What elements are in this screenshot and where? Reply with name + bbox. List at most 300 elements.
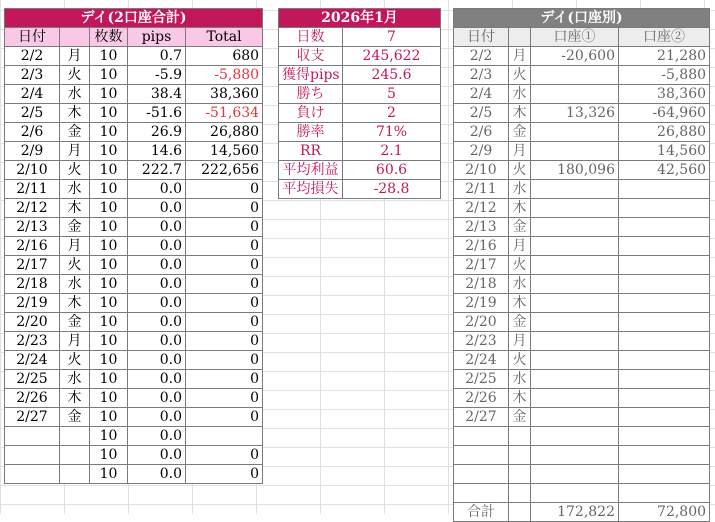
account-2-cell[interactable]	[619, 199, 710, 218]
date-cell[interactable]: 2/5	[454, 104, 509, 123]
dow-cell[interactable]: 火	[60, 351, 90, 370]
pips-cell[interactable]: 0.0	[128, 313, 186, 332]
date-cell[interactable]: 2/23	[5, 332, 60, 351]
account-2-cell[interactable]	[619, 446, 710, 465]
total-cell[interactable]: 0	[186, 256, 263, 275]
total-empty-cell[interactable]	[509, 503, 531, 522]
stat-value[interactable]: 60.6	[343, 161, 441, 180]
date-cell[interactable]: 2/19	[5, 294, 60, 313]
dow-cell[interactable]	[60, 446, 90, 465]
account-1-cell[interactable]	[531, 332, 619, 351]
date-cell[interactable]: 2/24	[5, 351, 60, 370]
account-1-cell[interactable]	[531, 218, 619, 237]
date-cell[interactable]: 2/6	[454, 123, 509, 142]
dow-cell[interactable]: 水	[60, 180, 90, 199]
account-2-cell[interactable]	[619, 351, 710, 370]
account-1-cell[interactable]	[531, 237, 619, 256]
stat-value[interactable]: 245,622	[343, 47, 441, 66]
account-2-cell[interactable]	[619, 275, 710, 294]
pips-cell[interactable]: -51.6	[128, 104, 186, 123]
account-table-title[interactable]: デイ(口座別)	[454, 9, 710, 28]
stat-value[interactable]: 2	[343, 104, 441, 123]
pips-cell[interactable]: 0.0	[128, 199, 186, 218]
date-cell[interactable]	[454, 427, 509, 446]
account-row	[454, 47, 710, 66]
lots-cell[interactable]: 10	[90, 275, 128, 294]
account-1-cell[interactable]	[531, 123, 619, 142]
account-row	[454, 85, 710, 104]
lots-cell[interactable]: 10	[90, 332, 128, 351]
account-1-cell[interactable]	[531, 294, 619, 313]
pips-cell[interactable]: 0.0	[128, 351, 186, 370]
stat-value[interactable]: 5	[343, 85, 441, 104]
dow-cell[interactable]	[509, 446, 531, 465]
date-cell[interactable]: 2/18	[5, 275, 60, 294]
stat-value[interactable]: 7	[343, 28, 441, 47]
dow-cell[interactable]	[509, 484, 531, 503]
dow-cell[interactable]: 木	[60, 199, 90, 218]
account-row	[454, 123, 710, 142]
account-2-cell[interactable]: 42,560	[619, 161, 710, 180]
pips-cell[interactable]: 0.0	[128, 180, 186, 199]
account-1-cell[interactable]: -20,600	[531, 47, 619, 66]
header-account-2[interactable]: 口座②	[619, 28, 710, 47]
date-cell[interactable]	[454, 465, 509, 484]
lots-cell[interactable]: 10	[90, 161, 128, 180]
account-row	[454, 218, 710, 237]
date-cell[interactable]: 2/17	[5, 256, 60, 275]
pips-cell[interactable]: 0.0	[128, 427, 186, 446]
dow-cell[interactable]: 金	[60, 218, 90, 237]
date-cell[interactable]: 2/17	[454, 256, 509, 275]
account-row	[454, 408, 710, 427]
daily-total-header-row	[5, 28, 263, 47]
account-1-cell[interactable]	[531, 313, 619, 332]
lots-cell[interactable]: 10	[90, 85, 128, 104]
dow-cell[interactable]: 月	[60, 47, 90, 66]
daily-row	[5, 199, 263, 218]
stat-row	[279, 142, 441, 161]
date-cell[interactable]: 2/27	[5, 408, 60, 427]
pips-cell[interactable]: 0.0	[128, 275, 186, 294]
lots-cell[interactable]: 10	[90, 47, 128, 66]
account-1-cell[interactable]	[531, 275, 619, 294]
total-cell[interactable]: 0	[186, 218, 263, 237]
dow-cell[interactable]: 金	[509, 218, 531, 237]
lots-cell[interactable]: 10	[90, 465, 128, 484]
lots-cell[interactable]: 10	[90, 180, 128, 199]
daily-total-table	[4, 8, 263, 484]
daily-row	[5, 446, 263, 465]
account-1-cell[interactable]: 180,096	[531, 161, 619, 180]
account-2-cell[interactable]: 26,880	[619, 123, 710, 142]
daily-row	[5, 47, 263, 66]
lots-cell[interactable]: 10	[90, 123, 128, 142]
total-cell[interactable]: 0	[186, 313, 263, 332]
dow-cell[interactable]: 金	[60, 408, 90, 427]
date-cell[interactable]: 2/26	[454, 389, 509, 408]
dow-cell[interactable]: 火	[60, 161, 90, 180]
dow-cell[interactable]	[60, 465, 90, 484]
stat-label[interactable]: 勝ち	[279, 85, 343, 104]
date-cell[interactable]: 2/3	[454, 66, 509, 85]
pips-cell[interactable]: -5.9	[128, 66, 186, 85]
header-lots[interactable]: 枚数	[90, 28, 128, 47]
account-1-cell[interactable]	[531, 199, 619, 218]
dow-cell[interactable]: 木	[60, 389, 90, 408]
date-cell[interactable]: 2/24	[454, 351, 509, 370]
daily-row	[5, 66, 263, 85]
daily-row	[5, 408, 263, 427]
date-cell[interactable]	[5, 465, 60, 484]
date-cell[interactable]: 2/2	[5, 47, 60, 66]
dow-cell[interactable]: 木	[60, 104, 90, 123]
date-cell[interactable]: 2/16	[454, 237, 509, 256]
account-1-cell[interactable]	[531, 389, 619, 408]
dow-cell[interactable]	[60, 427, 90, 446]
dow-cell[interactable]: 水	[509, 275, 531, 294]
pips-cell[interactable]: 222.7	[128, 161, 186, 180]
account-row	[454, 465, 710, 484]
dow-cell[interactable]: 月	[509, 47, 531, 66]
stat-label[interactable]: 獲得pips	[279, 66, 343, 85]
account-2-cell[interactable]	[619, 294, 710, 313]
total-cell[interactable]: 0	[186, 180, 263, 199]
date-cell[interactable]	[5, 446, 60, 465]
date-cell[interactable]: 2/12	[5, 199, 60, 218]
date-cell[interactable]: 2/27	[454, 408, 509, 427]
pips-cell[interactable]: 0.7	[128, 47, 186, 66]
dow-cell[interactable]: 木	[509, 199, 531, 218]
stat-label[interactable]: 平均利益	[279, 161, 343, 180]
dow-cell[interactable]	[509, 427, 531, 446]
pips-cell[interactable]: 0.0	[128, 332, 186, 351]
lots-cell[interactable]: 10	[90, 313, 128, 332]
account-2-cell[interactable]: 21,280	[619, 47, 710, 66]
dow-cell[interactable]: 水	[509, 370, 531, 389]
monthly-stats-title[interactable]: 2026年1月	[279, 9, 441, 28]
pips-cell[interactable]: 0.0	[128, 389, 186, 408]
account-row	[454, 427, 710, 446]
total-cell[interactable]: 0	[186, 465, 263, 484]
account-2-cell[interactable]	[619, 332, 710, 351]
date-cell[interactable]: 2/18	[454, 275, 509, 294]
total-cell[interactable]	[186, 427, 263, 446]
date-cell[interactable]: 2/16	[5, 237, 60, 256]
account-1-cell[interactable]	[531, 351, 619, 370]
stat-value[interactable]: 71%	[343, 123, 441, 142]
account-2-cell[interactable]	[619, 408, 710, 427]
total-cell[interactable]: -51,634	[186, 104, 263, 123]
date-cell[interactable]: 2/4	[454, 85, 509, 104]
account-row	[454, 332, 710, 351]
dow-cell[interactable]: 月	[509, 237, 531, 256]
date-cell[interactable]: 2/9	[454, 142, 509, 161]
dow-cell[interactable]: 金	[60, 313, 90, 332]
pips-cell[interactable]: 0.0	[128, 465, 186, 484]
date-cell[interactable]: 2/20	[454, 313, 509, 332]
lots-cell[interactable]: 10	[90, 370, 128, 389]
account-2-cell[interactable]	[619, 465, 710, 484]
account-header-row	[454, 28, 710, 47]
date-cell[interactable]: 2/10	[5, 161, 60, 180]
dow-cell[interactable]: 水	[60, 370, 90, 389]
lots-cell[interactable]: 10	[90, 389, 128, 408]
account-row	[454, 199, 710, 218]
account-2-cell[interactable]: 38,360	[619, 85, 710, 104]
account-1-cell[interactable]	[531, 427, 619, 446]
pips-cell[interactable]: 0.0	[128, 237, 186, 256]
total-cell[interactable]: 0	[186, 446, 263, 465]
lots-cell[interactable]: 10	[90, 408, 128, 427]
stat-label[interactable]: 勝率	[279, 123, 343, 142]
account-row	[454, 104, 710, 123]
stat-row	[279, 123, 441, 142]
account-2-cell[interactable]: -5,880	[619, 66, 710, 85]
pips-cell[interactable]: 38.4	[128, 85, 186, 104]
daily-row	[5, 389, 263, 408]
monthly-stats-table	[278, 8, 441, 199]
dow-cell[interactable]: 火	[509, 351, 531, 370]
lots-cell[interactable]: 10	[90, 256, 128, 275]
dow-cell[interactable]: 木	[509, 104, 531, 123]
dow-cell[interactable]: 火	[509, 161, 531, 180]
dow-cell[interactable]: 木	[509, 294, 531, 313]
date-cell[interactable]: 2/9	[5, 142, 60, 161]
total-cell[interactable]: 0	[186, 237, 263, 256]
daily-row	[5, 123, 263, 142]
lots-cell[interactable]: 10	[90, 446, 128, 465]
date-cell[interactable]: 2/25	[454, 370, 509, 389]
account-2-cell[interactable]: 14,560	[619, 142, 710, 161]
lots-cell[interactable]: 10	[90, 104, 128, 123]
total-cell[interactable]: 0	[186, 275, 263, 294]
daily-row	[5, 294, 263, 313]
dow-cell[interactable]: 木	[60, 294, 90, 313]
stat-row	[279, 104, 441, 123]
stat-row	[279, 66, 441, 85]
daily-row	[5, 370, 263, 389]
pips-cell[interactable]: 0.0	[128, 218, 186, 237]
total-cell[interactable]: 38,360	[186, 85, 263, 104]
date-cell[interactable]: 2/5	[5, 104, 60, 123]
date-cell[interactable]: 2/11	[454, 180, 509, 199]
account-2-cell[interactable]	[619, 180, 710, 199]
date-cell[interactable]: 2/20	[5, 313, 60, 332]
account-row	[454, 446, 710, 465]
date-cell[interactable]	[5, 427, 60, 446]
dow-cell[interactable]: 金	[509, 313, 531, 332]
date-cell[interactable]	[454, 446, 509, 465]
date-cell[interactable]: 2/13	[454, 218, 509, 237]
dow-cell[interactable]: 火	[509, 256, 531, 275]
account-row	[454, 66, 710, 85]
total-cell[interactable]: 0	[186, 408, 263, 427]
account-2-cell[interactable]	[619, 427, 710, 446]
total-cell[interactable]: -5,880	[186, 66, 263, 85]
lots-cell[interactable]: 10	[90, 237, 128, 256]
lots-cell[interactable]: 10	[90, 66, 128, 85]
account-2-cell[interactable]	[619, 313, 710, 332]
total-cell[interactable]: 26,880	[186, 123, 263, 142]
date-cell[interactable]: 2/10	[454, 161, 509, 180]
date-cell[interactable]	[454, 484, 509, 503]
header-total[interactable]: Total	[186, 28, 263, 47]
dow-cell[interactable]: 水	[509, 180, 531, 199]
header-account-1[interactable]: 口座①	[531, 28, 619, 47]
stat-label[interactable]: 収支	[279, 47, 343, 66]
dow-cell[interactable]: 月	[60, 332, 90, 351]
pips-cell[interactable]: 0.0	[128, 370, 186, 389]
account-1-cell[interactable]	[531, 66, 619, 85]
account-row	[454, 484, 710, 503]
account-2-cell[interactable]	[619, 484, 710, 503]
account-1-cell[interactable]	[531, 85, 619, 104]
account-row	[454, 389, 710, 408]
account-1-cell[interactable]	[531, 142, 619, 161]
account-row	[454, 294, 710, 313]
account-row	[454, 237, 710, 256]
stat-value[interactable]: -28.8	[343, 180, 441, 199]
lots-cell[interactable]: 10	[90, 142, 128, 161]
account-2-cell[interactable]	[619, 237, 710, 256]
dow-cell[interactable]: 月	[509, 332, 531, 351]
stat-row	[279, 161, 441, 180]
stat-label[interactable]: 平均損失	[279, 180, 343, 199]
total-cell[interactable]: 0	[186, 294, 263, 313]
account-1-cell[interactable]: 13,326	[531, 104, 619, 123]
total-cell[interactable]: 0	[186, 199, 263, 218]
daily-total-title[interactable]: デイ(2口座合計)	[5, 9, 263, 28]
dow-cell[interactable]: 月	[60, 142, 90, 161]
dow-cell[interactable]: 金	[509, 408, 531, 427]
lots-cell[interactable]: 10	[90, 351, 128, 370]
stat-value[interactable]: 245.6	[343, 66, 441, 85]
header-pips[interactable]: pips	[128, 28, 186, 47]
lots-cell[interactable]: 10	[90, 218, 128, 237]
total-label[interactable]: 合計	[454, 503, 509, 522]
lots-cell[interactable]: 10	[90, 294, 128, 313]
daily-row	[5, 256, 263, 275]
total-cell[interactable]: 680	[186, 47, 263, 66]
pips-cell[interactable]: 0.0	[128, 294, 186, 313]
daily-row	[5, 180, 263, 199]
account-row	[454, 142, 710, 161]
dow-cell[interactable]: 火	[60, 66, 90, 85]
account-row	[454, 180, 710, 199]
stat-row	[279, 180, 441, 199]
account-1-cell[interactable]	[531, 446, 619, 465]
account-row	[454, 256, 710, 275]
daily-row	[5, 427, 263, 446]
header-date[interactable]: 日付	[454, 28, 509, 47]
header-dow[interactable]	[509, 28, 531, 47]
account-1-cell[interactable]	[531, 370, 619, 389]
total-account-1[interactable]: 172,822	[531, 503, 619, 522]
daily-row	[5, 237, 263, 256]
pips-cell[interactable]: 0.0	[128, 446, 186, 465]
total-cell[interactable]: 222,656	[186, 161, 263, 180]
date-cell[interactable]: 2/23	[454, 332, 509, 351]
pips-cell[interactable]: 26.9	[128, 123, 186, 142]
account-row	[454, 370, 710, 389]
account-2-cell[interactable]	[619, 370, 710, 389]
date-cell[interactable]: 2/6	[5, 123, 60, 142]
stat-row	[279, 85, 441, 104]
date-cell[interactable]: 2/13	[5, 218, 60, 237]
pips-cell[interactable]: 0.0	[128, 256, 186, 275]
total-cell[interactable]: 0	[186, 332, 263, 351]
date-cell[interactable]: 2/19	[454, 294, 509, 313]
header-dow[interactable]	[60, 28, 90, 47]
account-2-cell[interactable]	[619, 218, 710, 237]
account-row	[454, 161, 710, 180]
lots-cell[interactable]: 10	[90, 427, 128, 446]
date-cell[interactable]: 2/12	[454, 199, 509, 218]
pips-cell[interactable]: 14.6	[128, 142, 186, 161]
total-cell[interactable]: 0	[186, 389, 263, 408]
dow-cell[interactable]: 月	[509, 142, 531, 161]
date-cell[interactable]: 2/25	[5, 370, 60, 389]
dow-cell[interactable]: 火	[60, 256, 90, 275]
dow-cell[interactable]	[509, 465, 531, 484]
total-account-2[interactable]: 72,800	[619, 503, 710, 522]
dow-cell[interactable]: 木	[509, 389, 531, 408]
date-cell[interactable]: 2/2	[454, 47, 509, 66]
dow-cell[interactable]: 金	[60, 123, 90, 142]
daily-row	[5, 104, 263, 123]
account-1-cell[interactable]	[531, 484, 619, 503]
header-date[interactable]: 日付	[5, 28, 60, 47]
daily-row	[5, 351, 263, 370]
account-2-cell[interactable]	[619, 389, 710, 408]
stat-row	[279, 28, 441, 47]
stat-label[interactable]: 日数	[279, 28, 343, 47]
account-1-cell[interactable]	[531, 180, 619, 199]
stat-row	[279, 47, 441, 66]
lots-cell[interactable]: 10	[90, 199, 128, 218]
total-cell[interactable]: 0	[186, 351, 263, 370]
total-cell[interactable]: 0	[186, 370, 263, 389]
stat-value[interactable]: 2.1	[343, 142, 441, 161]
account-1-cell[interactable]	[531, 465, 619, 484]
account-2-cell[interactable]	[619, 256, 710, 275]
date-cell[interactable]: 2/4	[5, 85, 60, 104]
account-row	[454, 275, 710, 294]
dow-cell[interactable]: 水	[60, 85, 90, 104]
account-2-cell[interactable]: -64,960	[619, 104, 710, 123]
dow-cell[interactable]: 水	[509, 85, 531, 104]
account-1-cell[interactable]	[531, 256, 619, 275]
total-cell[interactable]: 14,560	[186, 142, 263, 161]
daily-row	[5, 161, 263, 180]
pips-cell[interactable]: 0.0	[128, 408, 186, 427]
dow-cell[interactable]: 金	[509, 123, 531, 142]
stat-label[interactable]: RR	[279, 142, 343, 161]
date-cell[interactable]: 2/3	[5, 66, 60, 85]
dow-cell[interactable]: 水	[60, 275, 90, 294]
account-total-row	[454, 503, 710, 522]
account-1-cell[interactable]	[531, 408, 619, 427]
stat-label[interactable]: 負け	[279, 104, 343, 123]
date-cell[interactable]: 2/26	[5, 389, 60, 408]
account-table	[453, 8, 710, 522]
dow-cell[interactable]: 月	[60, 237, 90, 256]
date-cell[interactable]: 2/11	[5, 180, 60, 199]
dow-cell[interactable]: 火	[509, 66, 531, 85]
daily-row	[5, 465, 263, 484]
daily-row	[5, 313, 263, 332]
